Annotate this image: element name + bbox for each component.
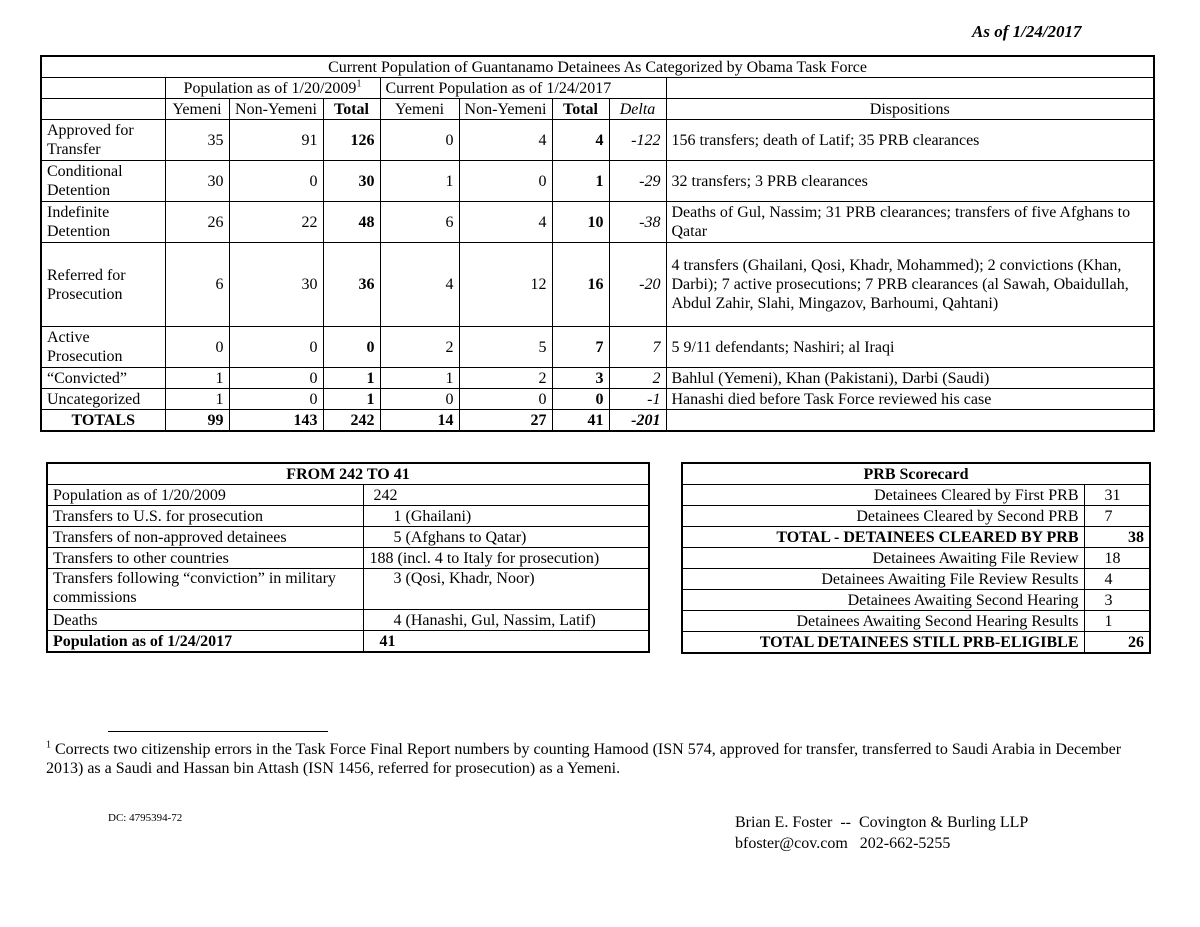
- table-row: [682, 569, 1150, 590]
- as-of-date: As of 1/24/2017: [972, 22, 1082, 41]
- cell: 1: [323, 368, 380, 389]
- row-label: “Convicted”: [41, 368, 165, 389]
- cell: 35: [165, 120, 229, 161]
- table-row: [682, 611, 1150, 632]
- col-header: Non-Yemeni: [229, 99, 323, 120]
- table-title: PRB Scorecard: [682, 463, 1150, 485]
- row-label: Transfers following “conviction” in military commissions: [47, 569, 363, 610]
- row-label: Active Prosecution: [41, 327, 165, 368]
- cell: 1: [165, 368, 229, 389]
- cell: 2: [380, 327, 459, 368]
- row-value: 4: [1084, 569, 1150, 590]
- table-row: [41, 120, 1154, 161]
- cell: 26: [165, 202, 229, 243]
- row-label: Detainees Awaiting Second Hearing: [682, 590, 1084, 611]
- row-label: Referred for Prosecution: [41, 243, 165, 327]
- row-label: Transfers to U.S. for prosecution: [47, 506, 363, 527]
- col-header: Non-Yemeni: [459, 99, 552, 120]
- col-header: Yemeni: [165, 99, 229, 120]
- table-row: [47, 610, 649, 631]
- cell: 0: [459, 389, 552, 410]
- disposition: Bahlul (Yemeni), Khan (Pakistani), Darbi (Saudi): [666, 368, 1154, 389]
- row-label: Detainees Awaiting Second Hearing Results: [682, 611, 1084, 632]
- col-header: Total: [323, 99, 380, 120]
- cell: 0: [380, 120, 459, 161]
- row-label: Detainees Cleared by Second PRB: [682, 506, 1084, 527]
- row-value: 18: [1084, 548, 1150, 569]
- row-value: 7: [1084, 506, 1150, 527]
- column-header-row: [41, 99, 1154, 120]
- cell: 3: [552, 368, 609, 389]
- row-label: TOTAL - DETAINEES CLEARED BY PRB: [682, 527, 1084, 548]
- cell: -38: [609, 202, 666, 243]
- cell: 14: [380, 410, 459, 432]
- cell: 1: [552, 161, 609, 202]
- row-value: 41: [363, 631, 649, 653]
- table-row: [41, 327, 1154, 368]
- cell: 91: [229, 120, 323, 161]
- table-row: [47, 506, 649, 527]
- col-header: Total: [552, 99, 609, 120]
- row-label: Transfers of non-approved detainees: [47, 527, 363, 548]
- footnote-divider: [108, 731, 328, 732]
- cell: 36: [323, 243, 380, 327]
- cell: 4: [459, 120, 552, 161]
- group-header-row: [41, 78, 1154, 99]
- table-row: [47, 569, 649, 610]
- row-label: Population as of 1/20/2009: [47, 485, 363, 506]
- author-block: [735, 812, 1028, 854]
- table-row: [41, 161, 1154, 202]
- cell: 4: [459, 202, 552, 243]
- cell: 126: [323, 120, 380, 161]
- cell: 5: [459, 327, 552, 368]
- table-title: FROM 242 TO 41: [47, 463, 649, 485]
- disposition: 32 transfers; 3 PRB clearances: [666, 161, 1154, 202]
- row-value: 5 (Afghans to Qatar): [363, 527, 649, 548]
- cell: 1: [380, 368, 459, 389]
- row-label: Conditional Detention: [41, 161, 165, 202]
- disposition: 4 transfers (Ghailani, Qosi, Khadr, Mohammed); 2 convictions (Khan, Darbi); 7 active prosecutions; 7 PRB clearances (al Sawah, Obaidullah, Abdul Zahir, Slahi, Mingazov, Barhoumi, Qahtani): [666, 243, 1154, 327]
- cell: 0: [229, 327, 323, 368]
- row-value: 1 (Ghailani): [363, 506, 649, 527]
- cell: 242: [323, 410, 380, 432]
- row-value: 4 (Hanashi, Gul, Nassim, Latif): [363, 610, 649, 631]
- table-row: [47, 485, 649, 506]
- cell: 41: [552, 410, 609, 432]
- cell: 12: [459, 243, 552, 327]
- cell: 4: [552, 120, 609, 161]
- table-row: [41, 202, 1154, 243]
- row-label: TOTALS: [41, 410, 165, 432]
- cell: 99: [165, 410, 229, 432]
- col-header: Dispositions: [666, 99, 1154, 120]
- row-label: Transfers to other countries: [47, 548, 363, 569]
- cell: -122: [609, 120, 666, 161]
- table-title: Current Population of Guantanamo Detainees As Categorized by Obama Task Force: [41, 56, 1154, 78]
- row-value: 188 (incl. 4 to Italy for prosecution): [363, 548, 649, 569]
- row-value: 3 (Qosi, Khadr, Noor): [363, 569, 649, 610]
- cell: 0: [229, 389, 323, 410]
- row-label: Indefinite Detention: [41, 202, 165, 243]
- disposition: Hanashi died before Task Force reviewed his case: [666, 389, 1154, 410]
- cell: -20: [609, 243, 666, 327]
- cell: 48: [323, 202, 380, 243]
- row-label: Detainees Awaiting File Review: [682, 548, 1084, 569]
- cell: 0: [229, 368, 323, 389]
- row-value: 3: [1084, 590, 1150, 611]
- table-row: [41, 368, 1154, 389]
- cell: 2: [609, 368, 666, 389]
- footnote-marker: 1: [46, 739, 51, 751]
- cell: 2: [459, 368, 552, 389]
- disposition: 156 transfers; death of Latif; 35 PRB clearances: [666, 120, 1154, 161]
- row-label: Detainees Cleared by First PRB: [682, 485, 1084, 506]
- cell: 143: [229, 410, 323, 432]
- footnote-marker: 1: [356, 78, 362, 90]
- footnote: [46, 740, 1156, 778]
- cell: 0: [459, 161, 552, 202]
- table-row: [47, 527, 649, 548]
- row-value: 38: [1084, 527, 1150, 548]
- cell: 30: [323, 161, 380, 202]
- table-row: [682, 548, 1150, 569]
- cell: 6: [165, 243, 229, 327]
- totals-row: [41, 410, 1154, 432]
- table-row: [41, 243, 1154, 327]
- cell: 30: [165, 161, 229, 202]
- cell: 0: [380, 389, 459, 410]
- table-title-row: [682, 463, 1150, 485]
- cell: 0: [229, 161, 323, 202]
- row-value: 31: [1084, 485, 1150, 506]
- row-label: Population as of 1/24/2017: [47, 631, 363, 653]
- disposition: Deaths of Gul, Nassim; 31 PRB clearances; transfers of five Afghans to Qatar: [666, 202, 1154, 243]
- group-header-2009: Population as of 1/20/2009$^1$: [165, 78, 380, 99]
- row-value: 1: [1084, 611, 1150, 632]
- cell: 10: [552, 202, 609, 243]
- table-row: [41, 389, 1154, 410]
- col-header: Delta: [609, 99, 666, 120]
- cell: 1: [380, 161, 459, 202]
- cell: 4: [380, 243, 459, 327]
- table-title-row: [41, 56, 1154, 78]
- table-title-row: [47, 463, 649, 485]
- table-row: [682, 590, 1150, 611]
- disposition: [666, 410, 1154, 432]
- row-label: Deaths: [47, 610, 363, 631]
- row-value: 242: [363, 485, 649, 506]
- population-table: [40, 55, 1155, 432]
- cell: -1: [609, 389, 666, 410]
- cell: 0: [552, 389, 609, 410]
- disposition: 5 9/11 defendants; Nashiri; al Iraqi: [666, 327, 1154, 368]
- row-label: TOTAL DETAINEES STILL PRB-ELIGIBLE: [682, 632, 1084, 654]
- col-header: Yemeni: [380, 99, 459, 120]
- row-label: Uncategorized: [41, 389, 165, 410]
- row-label: Detainees Awaiting File Review Results: [682, 569, 1084, 590]
- document-id: DC: 4795394-72: [108, 812, 183, 824]
- cell: 7: [552, 327, 609, 368]
- author-contact: bfoster@cov.com 202-662-5255: [735, 835, 951, 852]
- row-label: Approved for Transfer: [41, 120, 165, 161]
- cell: 0: [323, 327, 380, 368]
- row-value: 26: [1084, 632, 1150, 654]
- cell: -29: [609, 161, 666, 202]
- table-row: [682, 485, 1150, 506]
- prb-scorecard-table: [681, 462, 1151, 654]
- cell: -201: [609, 410, 666, 432]
- cell: 1: [165, 389, 229, 410]
- table-row: [47, 548, 649, 569]
- footnote-text: Corrects two citizenship errors in the Task Force Final Report numbers by counting Hamood (ISN 574, approved for transfer, transferred to Saudi Arabia in December 2013) as a Saudi and Hassan bin Attash (ISN 1456, referred for prosecution) as a Yemeni.: [46, 741, 1122, 777]
- cell: 16: [552, 243, 609, 327]
- table-row: [682, 506, 1150, 527]
- cell: 30: [229, 243, 323, 327]
- table-row: [682, 632, 1150, 654]
- cell: 22: [229, 202, 323, 243]
- cell: 0: [165, 327, 229, 368]
- cell: 1: [323, 389, 380, 410]
- table-row: [47, 631, 649, 653]
- group-header-2017: Current Population as of 1/24/2017: [380, 78, 666, 99]
- from-242-to-41-table: [46, 462, 650, 653]
- cell: 6: [380, 202, 459, 243]
- author-name-firm: Brian E. Foster -- Covington & Burling LLP: [735, 814, 1029, 831]
- cell: 7: [609, 327, 666, 368]
- table-row: [682, 527, 1150, 548]
- cell: 27: [459, 410, 552, 432]
